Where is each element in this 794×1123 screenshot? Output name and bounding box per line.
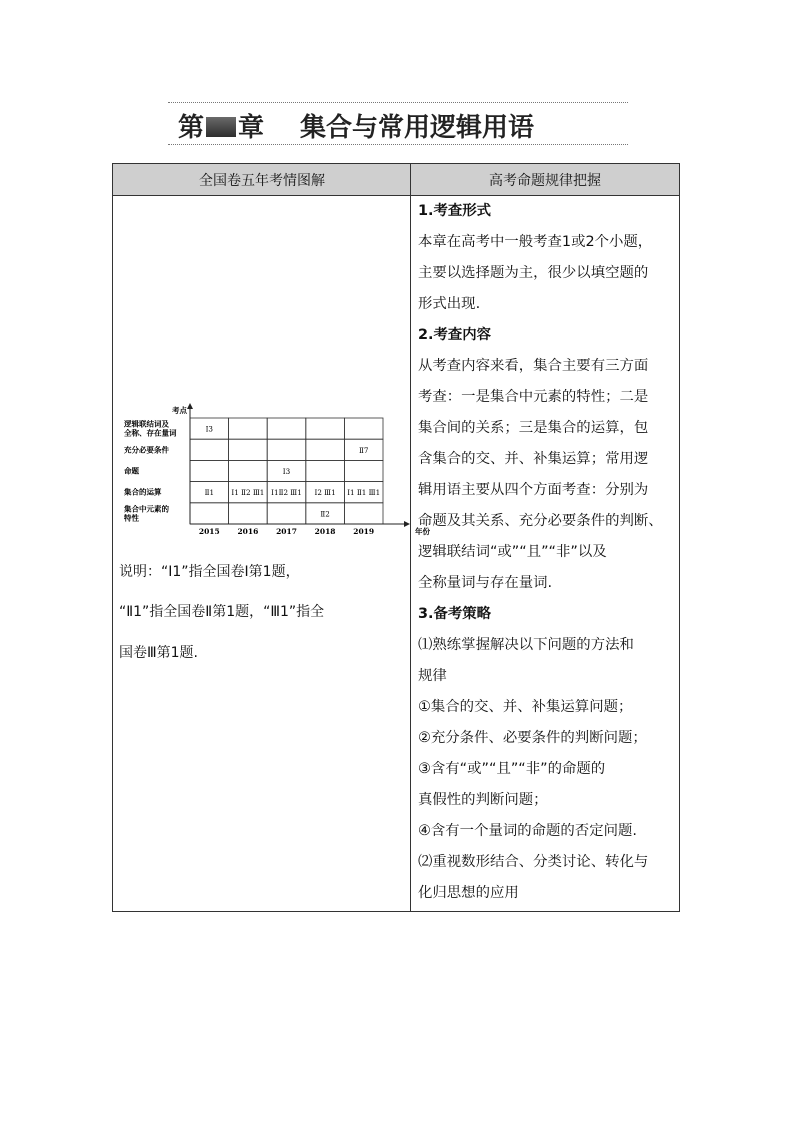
- right-column-line: 含集合的交、并、补集运算；常用逻: [418, 451, 649, 467]
- note-line-2: “Ⅱ1”指全国卷Ⅱ第1题，“Ⅲ1”指全: [119, 604, 325, 620]
- row-label: 集合的运算: [124, 487, 162, 497]
- heading-rule-bottom: [168, 144, 628, 145]
- cell-entry: Ⅰ1Ⅱ2 Ⅲ1: [271, 488, 302, 498]
- cell-entry: Ⅱ2: [320, 509, 330, 519]
- year-label: 2018: [314, 527, 336, 536]
- right-column-line: ①集合的交、并、补集运算问题；: [418, 699, 633, 715]
- left-column-header: 全国卷五年考情图解: [113, 164, 411, 196]
- cell-entry: Ⅰ3: [205, 424, 214, 434]
- right-column-line: 1.考查形式: [418, 203, 492, 219]
- right-column-line: ③含有“或”“且”“非”的命题的: [418, 761, 606, 777]
- chart-cells: [205, 425, 381, 519]
- grid-cell: [229, 460, 268, 481]
- right-column-line: 命题及其关系、充分必要条件的判断、: [418, 513, 663, 529]
- grid-cell: [267, 439, 306, 460]
- heading-rule-top: [168, 102, 628, 103]
- chapter-prefix: 第: [178, 112, 205, 143]
- grid-cell: [229, 503, 268, 524]
- right-column-line: 辑用语主要从四个方面考查：分别为: [418, 482, 649, 498]
- grid-cell: [267, 418, 306, 439]
- column-divider: [410, 164, 411, 911]
- row-label: 集合中元素的特性: [124, 504, 169, 523]
- right-column-line: 形式出现.: [418, 296, 481, 312]
- right-column-line: 3.备考策略: [418, 606, 492, 622]
- grid-cell: [267, 503, 306, 524]
- cell-entry: Ⅰ1 Ⅱ1 Ⅲ1: [347, 488, 381, 498]
- right-column-line: 真假性的判断问题；: [418, 792, 548, 808]
- right-column-line: 考查：一是集合中元素的特性；二是: [418, 389, 649, 405]
- cell-entry: Ⅰ3: [282, 467, 291, 476]
- row-label: 逻辑联结词及全称、存在量词: [124, 419, 177, 438]
- right-column-line: 集合间的关系；三是集合的运算，包: [418, 420, 649, 436]
- grid-cell: [229, 418, 268, 439]
- right-column-line: 全称量词与存在量词.: [418, 575, 553, 591]
- year-label: 2016: [237, 527, 259, 536]
- grid-cell: [190, 503, 229, 524]
- grid-cell: [344, 503, 383, 524]
- right-column-line: 从考查内容来看，集合主要有三方面: [418, 358, 649, 374]
- grid-cell: [229, 439, 268, 460]
- right-column-text: [418, 196, 678, 909]
- year-label: 2017: [276, 527, 297, 536]
- right-column-line: ⑵重视数形结合、分类讨论、转化与: [418, 854, 649, 870]
- cell-entry: Ⅰ2 Ⅲ1: [314, 488, 336, 498]
- grid-cell: [306, 460, 345, 481]
- x-axis-title: 年份: [415, 527, 430, 536]
- exam-topic-chart: [112, 398, 430, 546]
- chapter-name: 集合与常用逻辑用语: [300, 112, 535, 143]
- cell-entry: Ⅱ1: [204, 488, 215, 498]
- grid-cell: [190, 460, 229, 481]
- chart-grid: [190, 404, 409, 524]
- chart-labels: [123, 405, 430, 536]
- year-label: 2019: [353, 527, 375, 536]
- chapter-number-badge: [206, 117, 236, 137]
- note-line-3: 国卷Ⅲ第1题.: [119, 645, 199, 661]
- right-column-line: ⑴熟练掌握解决以下问题的方法和: [418, 637, 634, 653]
- right-column-header: 高考命题规律把握: [411, 164, 679, 196]
- y-axis-title: 考点: [172, 406, 187, 415]
- grid-cell: [344, 418, 383, 439]
- grid-cell: [190, 439, 229, 460]
- right-column-line: 逻辑联结词“或”“且”“非”以及: [418, 544, 607, 560]
- row-label: 充分必要条件: [124, 445, 169, 455]
- grid-cell: [306, 418, 345, 439]
- grid-cell: [344, 460, 383, 481]
- right-column-line: 2.考查内容: [418, 327, 492, 343]
- right-column-line: 化归思想的应用: [418, 885, 519, 901]
- cell-entry: Ⅱ7: [358, 445, 369, 455]
- chapter-suffix: 章: [238, 112, 265, 143]
- right-column-line: ④含有一个量词的命题的否定问题.: [418, 823, 637, 839]
- right-column-line: 主要以选择题为主，很少以填空题的: [418, 265, 649, 281]
- right-column-line: ②充分条件、必要条件的判断问题；: [418, 730, 647, 746]
- chapter-title: [178, 108, 534, 142]
- grid-cell: [306, 439, 345, 460]
- cell-entry: Ⅰ1 Ⅱ2 Ⅲ1: [231, 488, 265, 498]
- note-line-1: 说明：“Ⅰ1”指全国卷Ⅰ第1题，: [119, 564, 300, 580]
- right-column-line: 本章在高考中一般考查1或2个小题，: [418, 234, 653, 250]
- year-label: 2015: [198, 527, 220, 536]
- row-label: 命题: [124, 466, 139, 476]
- right-column-line: 规律: [418, 668, 447, 684]
